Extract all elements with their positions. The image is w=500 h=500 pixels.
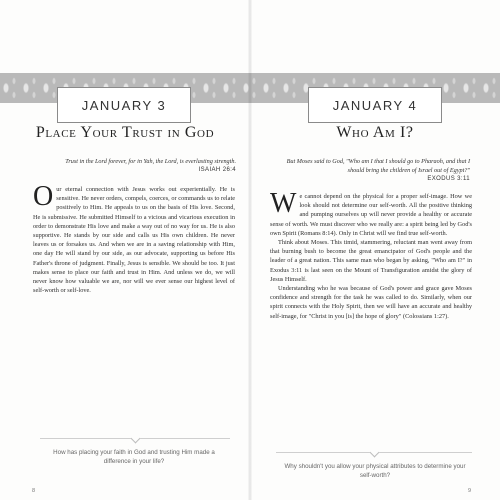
page-number: 8 bbox=[32, 488, 36, 494]
body-paragraph: Think about Moses. This timid, stammering, reluctant man went away from that burning bush to become the great emancipator of God's people and the leader of a great nation. This same man who began by asking, "Who am I?" in Exodus 3:11 is last seen on the Mount of Transfiguration amidst the glory of Jesus Himself. bbox=[270, 239, 472, 283]
verse-text: But Moses said to God, "Who am I that I should go to Pharaoh, and that I should bring the children of Israel out of Egypt?" bbox=[286, 158, 470, 175]
verse-reference: ISAIAH 26:4 bbox=[198, 167, 236, 174]
reflection-prompt: Why shouldn't you allow your physical attributes to determine your self-worth? bbox=[284, 463, 466, 479]
drop-cap: W bbox=[270, 188, 297, 219]
date-box bbox=[57, 87, 191, 123]
body-paragraph: Understanding who he was because of God's power and grace gave Moses confidence and strength for the task he was called to do. Similarly, when our spirit connects with the Holy Spirit, then we will have an accurate and healthy self-image, for "Christ in you [is] the hope of glory" (Colossians 1:27). bbox=[270, 285, 472, 320]
page-title: Place Your Trust in God bbox=[35, 124, 215, 141]
page-number: 9 bbox=[468, 488, 472, 494]
date-box bbox=[308, 87, 442, 123]
devotional-body bbox=[33, 181, 235, 295]
page-date: JANUARY 4 bbox=[332, 97, 418, 113]
scripture-verse bbox=[38, 157, 236, 175]
page-title: Who Am I? bbox=[336, 124, 414, 141]
paragraph-text: ur eternal connection with Jesus works out experientially. He is sensitive. He never orders, compels, coerces, or commands us to relate positively to Him. He appeals to us on the basis of His love. Second, He is submissive. He submitted Himself to a vicious and vicarious execution in order to demonstrate His love and make a way out of no way for us. He is also supportive. He stands by our side and calls us His own children. He never leaves us or forsakes us. And when we are in a saving relationship with Him, one day He will stand by our side, as our advocate, supporting us before His Father's throne of judgment. Finally, Jesus is sensible. We should be too. It just makes sense to place our faith and trust in Him. And unless we do, we will never know how valuable we are, nor will we ever sense our highest level of self-worth or self-love. bbox=[33, 186, 235, 295]
chevron-down-icon bbox=[131, 434, 141, 444]
page-date: JANUARY 3 bbox=[81, 97, 167, 113]
reflection-prompt: How has placing your faith in God and trusting Him made a difference in your life? bbox=[53, 449, 215, 465]
chevron-down-icon bbox=[370, 448, 380, 458]
paragraph-text: e cannot depend on the physical for a proper self-image. How we look should not determine our self-worth. All the positive thinking and pumping ourselves up will never provide a healthy or accurate sense of worth. We must discover who we really are: a spirit being led by God's own Spirit (Romans 8:14). Only in Christ will we find true self-worth. bbox=[270, 193, 472, 237]
prompt-divider bbox=[40, 438, 230, 439]
body-paragraph bbox=[33, 181, 235, 295]
drop-cap: O bbox=[33, 181, 54, 212]
devotional-body bbox=[270, 188, 472, 321]
body-paragraph bbox=[270, 188, 472, 238]
verse-reference: EXODUS 3:11 bbox=[427, 176, 470, 183]
prompt-divider bbox=[276, 452, 472, 453]
scripture-verse bbox=[270, 157, 470, 185]
right-page bbox=[250, 0, 500, 500]
verse-text: Trust in the Lord forever, for in Yah, the Lord, is everlasting strength. bbox=[65, 158, 236, 165]
